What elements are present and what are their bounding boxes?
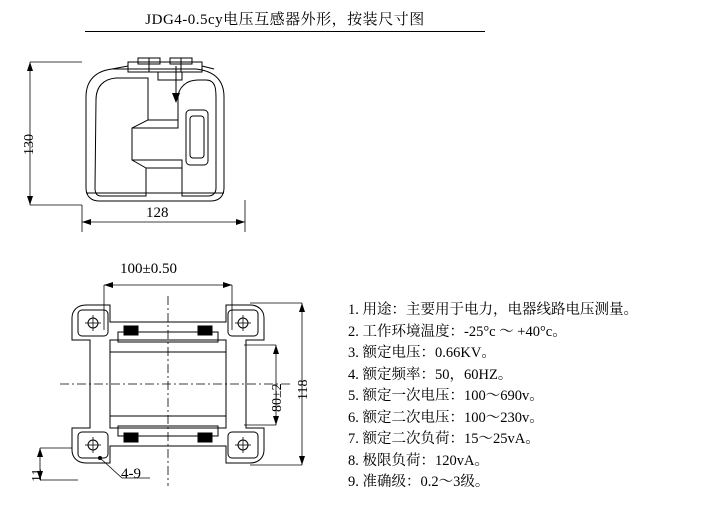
dim-label-130: 130	[22, 134, 37, 155]
spec-item: 4. 额定频率：50，60HZ。	[348, 366, 513, 383]
spec-list	[348, 300, 693, 494]
dim-label-118: 118	[296, 379, 311, 400]
spec-item: 5. 额定一次电压：100～690v。	[348, 388, 544, 404]
spec-item: 3. 额定电压：0.66KV。	[348, 345, 496, 361]
spec-item: 9. 准确级：0.2～3级。	[348, 474, 490, 490]
dim-label-80: 80±2	[270, 383, 285, 412]
top-view-body	[60, 296, 292, 486]
dim-label-128: 128	[146, 205, 169, 221]
dim-label-100: 100±0.50	[120, 261, 177, 277]
dim-100	[104, 282, 232, 330]
dim-label-4-9: 4-9	[121, 466, 141, 482]
spec-item: 7. 额定二次负荷：15～25vA。	[348, 431, 540, 447]
spec-item: 8. 极限负荷：120vA。	[348, 452, 489, 469]
front-view-body	[86, 58, 224, 201]
spec-item: 6. 额定二次电压：100～230v。	[348, 409, 544, 426]
page-title: JDG4-0.5cy电压互感器外形，按装尺寸图	[85, 8, 485, 32]
dim-label-11: 11	[30, 468, 45, 482]
spec-item: 1. 用途：主要用于电力，电器线路电压测量。	[348, 302, 638, 318]
spec-item: 2. 工作环境温度：-25°c ～ +40°c。	[348, 323, 567, 340]
